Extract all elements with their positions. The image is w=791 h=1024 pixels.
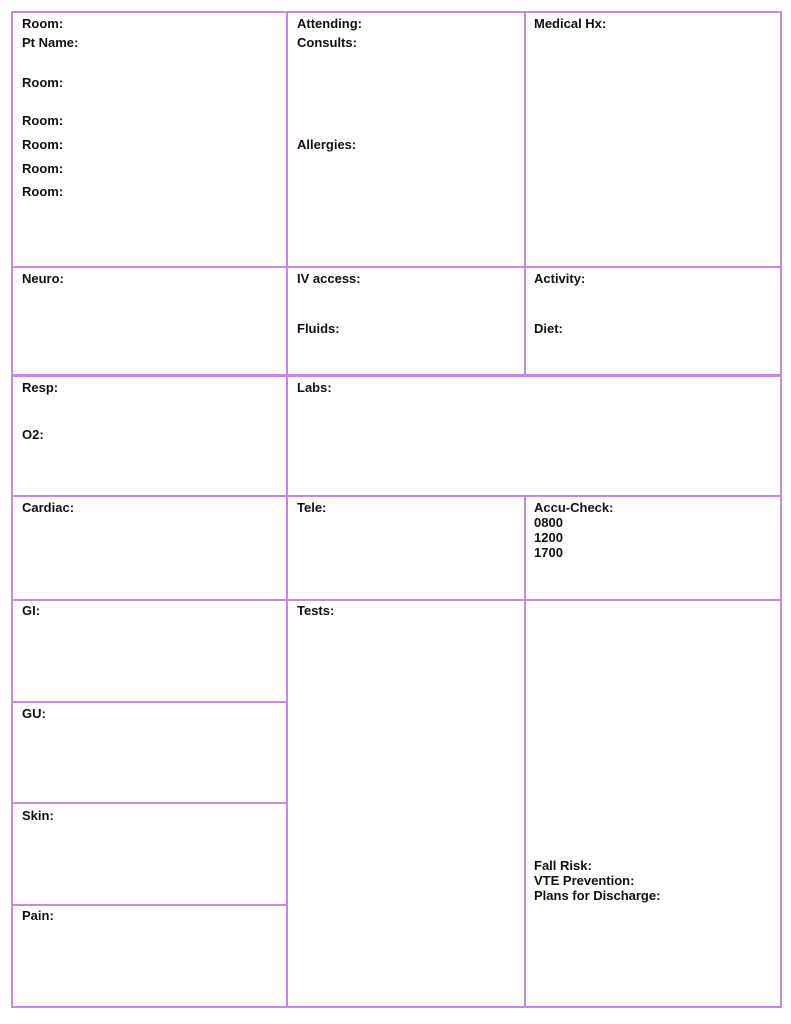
discharge-plans-label: Plans for Discharge:	[534, 888, 661, 903]
labs-cell	[286, 375, 782, 497]
pt-name-label: Pt Name:	[22, 35, 79, 50]
room-label: Room:	[22, 75, 64, 90]
gu-cell	[11, 701, 288, 804]
o2-label: O2:	[22, 427, 44, 442]
skin-label: Skin:	[22, 808, 54, 823]
pain-label: Pain:	[22, 908, 54, 923]
allergies-label: Allergies:	[297, 137, 357, 152]
medical-hx-label: Medical Hx:	[534, 16, 607, 31]
tele-label: Tele:	[297, 500, 327, 515]
room-label: Room:	[22, 161, 64, 176]
labs-label: Labs:	[297, 380, 332, 395]
attending-label: Attending:	[297, 16, 362, 31]
tests-label: Tests:	[297, 603, 335, 618]
gu-label: GU:	[22, 706, 46, 721]
cardiac-label: Cardiac:	[22, 500, 75, 515]
room-label: Room:	[22, 113, 64, 128]
room-label: Room:	[22, 137, 64, 152]
neuro-label: Neuro:	[22, 271, 64, 286]
resp-label: Resp:	[22, 380, 59, 395]
safety-block	[534, 858, 660, 903]
gi-label: GI:	[22, 603, 41, 618]
diet-label: Diet:	[534, 321, 563, 336]
safety-discharge-cell	[524, 599, 782, 1008]
fluids-label: Fluids:	[297, 321, 340, 336]
consults-label: Consults:	[297, 35, 357, 50]
accu-check-label: Accu-Check:	[534, 500, 614, 515]
accu-check-time: 1700	[534, 545, 563, 560]
fall-risk-label: Fall Risk:	[534, 858, 592, 873]
gi-cell	[11, 599, 288, 703]
accu-check-block	[534, 500, 613, 560]
vte-prevention-label: VTE Prevention:	[534, 873, 635, 888]
room-label: Room:	[22, 16, 64, 31]
medical-history-cell	[524, 11, 782, 268]
accu-check-time: 1200	[534, 530, 563, 545]
activity-label: Activity:	[534, 271, 586, 286]
iv-access-label: IV access:	[297, 271, 361, 286]
tests-cell	[286, 599, 526, 1008]
room-label: Room:	[22, 184, 64, 199]
accu-check-time: 0800	[534, 515, 563, 530]
